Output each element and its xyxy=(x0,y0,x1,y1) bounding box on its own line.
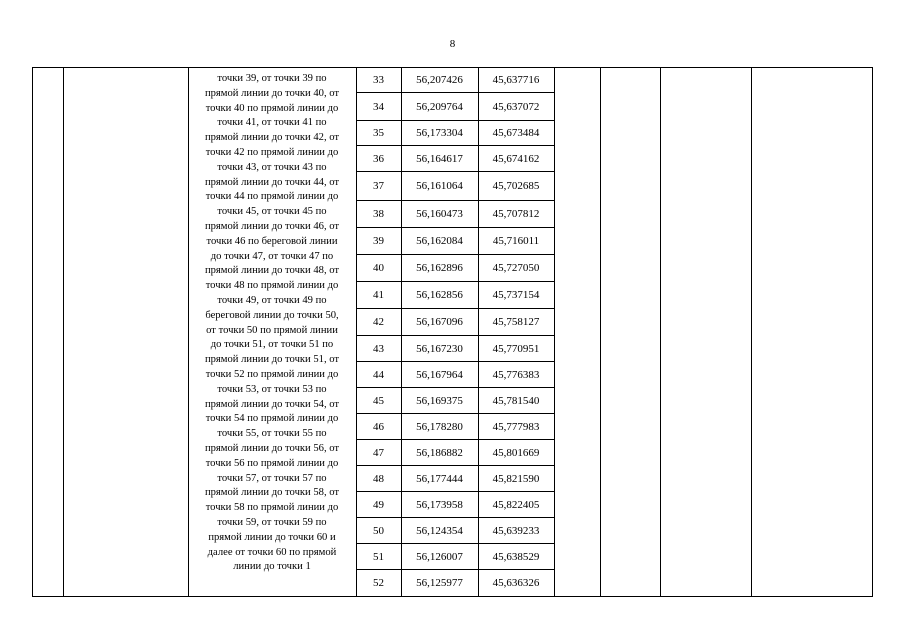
description-line: береговой линии до точки 50, xyxy=(205,309,339,321)
latitude-cell: 56,160473 xyxy=(416,208,463,220)
column-divider xyxy=(751,68,752,596)
table-row xyxy=(356,518,554,544)
point-number-cell: 43 xyxy=(373,342,384,355)
description-line: точки 43, от точки 43 по xyxy=(217,161,327,173)
point-number-cell: 51 xyxy=(373,550,384,563)
point-number-cell: 49 xyxy=(373,498,384,511)
latitude-cell: 56,167964 xyxy=(416,368,463,381)
table-row xyxy=(356,414,554,440)
point-number-cell: 37 xyxy=(373,180,384,192)
description-line: точки 41, от точки 41 по xyxy=(217,117,327,129)
longitude-cell: 45,777983 xyxy=(492,420,540,433)
description-line: точки 55, от точки 55 по xyxy=(217,428,327,440)
longitude-cell: 45,639233 xyxy=(492,524,540,537)
point-number-cell: 38 xyxy=(373,208,384,220)
longitude-cell: 45,770951 xyxy=(492,342,540,355)
longitude-cell: 45,716011 xyxy=(492,235,540,247)
point-number-cell: 40 xyxy=(373,262,384,274)
description-line: точки 45, от точки 45 по xyxy=(217,206,327,218)
column-divider xyxy=(660,68,661,596)
description-line: прямой линии до точки 54, от xyxy=(204,398,340,410)
latitude-cell: 56,178280 xyxy=(416,420,463,433)
description-line: прямой линии до точки 44, от xyxy=(204,176,340,188)
description-line: точки 52 по прямой линии до xyxy=(205,368,339,380)
description-line: далее от точки 60 по прямой xyxy=(207,546,337,558)
table-row xyxy=(356,172,554,201)
latitude-cell: 56,167096 xyxy=(416,316,463,328)
point-number-cell: 35 xyxy=(373,127,384,139)
table-row xyxy=(356,440,554,466)
latitude-cell: 56,209764 xyxy=(416,100,463,113)
longitude-cell: 45,707812 xyxy=(492,208,540,220)
description-line: точки 39, от точки 39 по xyxy=(217,73,327,84)
table-row xyxy=(356,93,554,121)
point-number-cell: 39 xyxy=(373,235,384,247)
longitude-cell: 45,801669 xyxy=(492,446,540,459)
longitude-cell: 45,636326 xyxy=(492,577,540,589)
point-number-cell: 48 xyxy=(373,472,384,485)
description-line: прямой линии до точки 60 и xyxy=(208,531,336,543)
latitude-cell: 56,169375 xyxy=(416,394,463,407)
point-number-cell: 33 xyxy=(373,74,384,86)
longitude-cell: 45,781540 xyxy=(492,394,540,407)
column-divider xyxy=(63,68,64,596)
longitude-cell: 45,822405 xyxy=(492,498,540,511)
longitude-cell: 45,776383 xyxy=(492,368,540,381)
description-line: точки 53, от точки 53 по xyxy=(217,383,327,395)
longitude-cell: 45,737154 xyxy=(492,289,540,301)
latitude-cell: 56,161064 xyxy=(416,180,463,192)
description-line: точки 42 по прямой линии до xyxy=(205,146,339,158)
point-number-cell: 47 xyxy=(373,446,384,459)
table-row xyxy=(356,255,554,282)
longitude-cell: 45,638529 xyxy=(492,550,540,563)
point-number-cell: 34 xyxy=(373,100,384,113)
table-row xyxy=(356,466,554,492)
longitude-cell: 45,702685 xyxy=(492,180,540,192)
latitude-cell: 56,162856 xyxy=(416,289,463,301)
table-row xyxy=(356,201,554,228)
point-number-cell: 45 xyxy=(373,394,384,407)
table-row xyxy=(356,146,554,172)
longitude-cell: 45,673484 xyxy=(492,127,540,139)
point-number-cell: 46 xyxy=(373,420,384,433)
description-line: линии до точки 1 xyxy=(233,561,311,573)
table-row xyxy=(356,228,554,255)
description-line: точки 56 по прямой линии до xyxy=(205,457,339,469)
latitude-cell: 56,124354 xyxy=(416,524,463,537)
description-line: прямой линии до точки 51, от xyxy=(204,354,340,366)
table-row xyxy=(356,336,554,362)
longitude-cell: 45,674162 xyxy=(492,152,540,165)
longitude-cell: 45,637072 xyxy=(492,100,540,113)
longitude-cell: 45,821590 xyxy=(492,472,540,485)
table-row xyxy=(356,68,554,93)
point-number-cell: 52 xyxy=(373,577,384,589)
description-line: прямой линии до точки 58, от xyxy=(204,487,340,499)
boundary-description xyxy=(188,72,356,575)
description-line: прямой линии до точки 40, от xyxy=(204,87,340,99)
table-row xyxy=(356,388,554,414)
table-row xyxy=(356,492,554,518)
latitude-cell: 56,125977 xyxy=(416,577,463,589)
description-line: точки 44 по прямой линии до xyxy=(205,191,339,203)
latitude-cell: 56,173304 xyxy=(416,127,463,139)
description-line: до точки 51, от точки 51 по xyxy=(210,339,334,351)
table-row xyxy=(356,282,554,309)
latitude-cell: 56,207426 xyxy=(416,74,463,86)
column-divider xyxy=(554,68,555,596)
description-line: точки 49, от точки 49 по xyxy=(217,294,327,306)
point-number-cell: 44 xyxy=(373,368,384,381)
column-divider xyxy=(600,68,601,596)
description-line: точки 48 по прямой линии до xyxy=(205,280,339,292)
table-row xyxy=(356,121,554,146)
point-number-cell: 42 xyxy=(373,316,384,328)
longitude-cell: 45,758127 xyxy=(492,316,540,328)
table-row xyxy=(356,544,554,570)
longitude-cell: 45,727050 xyxy=(492,262,540,274)
table-row xyxy=(356,362,554,388)
description-line: прямой линии до точки 48, от xyxy=(204,265,340,277)
latitude-cell: 56,167230 xyxy=(416,342,463,355)
description-line: до точки 47, от точки 47 по xyxy=(210,250,334,262)
latitude-cell: 56,164617 xyxy=(416,152,463,165)
description-line: точки 58 по прямой линии до xyxy=(205,502,339,514)
description-line: прямой линии до точки 46, от xyxy=(204,220,340,232)
description-line: точки 57, от точки 57 по xyxy=(217,472,327,484)
latitude-cell: 56,186882 xyxy=(416,446,463,459)
latitude-cell: 56,162084 xyxy=(416,235,463,247)
description-line: точки 46 по береговой линии xyxy=(206,235,338,247)
table-row xyxy=(356,570,554,596)
latitude-cell: 56,177444 xyxy=(416,472,463,485)
latitude-cell: 56,126007 xyxy=(416,550,463,563)
description-line: точки 59, от точки 59 по xyxy=(217,516,327,528)
longitude-cell: 45,637716 xyxy=(492,74,540,86)
page-number: 8 xyxy=(449,38,456,50)
description-line: точки 54 по прямой линии до xyxy=(205,413,339,425)
description-line: от точки 50 по прямой линии xyxy=(206,324,338,336)
point-number-cell: 41 xyxy=(373,289,384,301)
description-line: прямой линии до точки 42, от xyxy=(204,132,340,144)
point-number-cell: 50 xyxy=(373,524,384,537)
latitude-cell: 56,173958 xyxy=(416,498,463,511)
latitude-cell: 56,162896 xyxy=(416,262,463,274)
description-line: точки 40 по прямой линии до xyxy=(205,102,339,114)
coordinates-table xyxy=(32,67,873,597)
point-number-cell: 36 xyxy=(373,152,384,165)
description-line: прямой линии до точки 56, от xyxy=(204,442,340,454)
table-row xyxy=(356,309,554,336)
